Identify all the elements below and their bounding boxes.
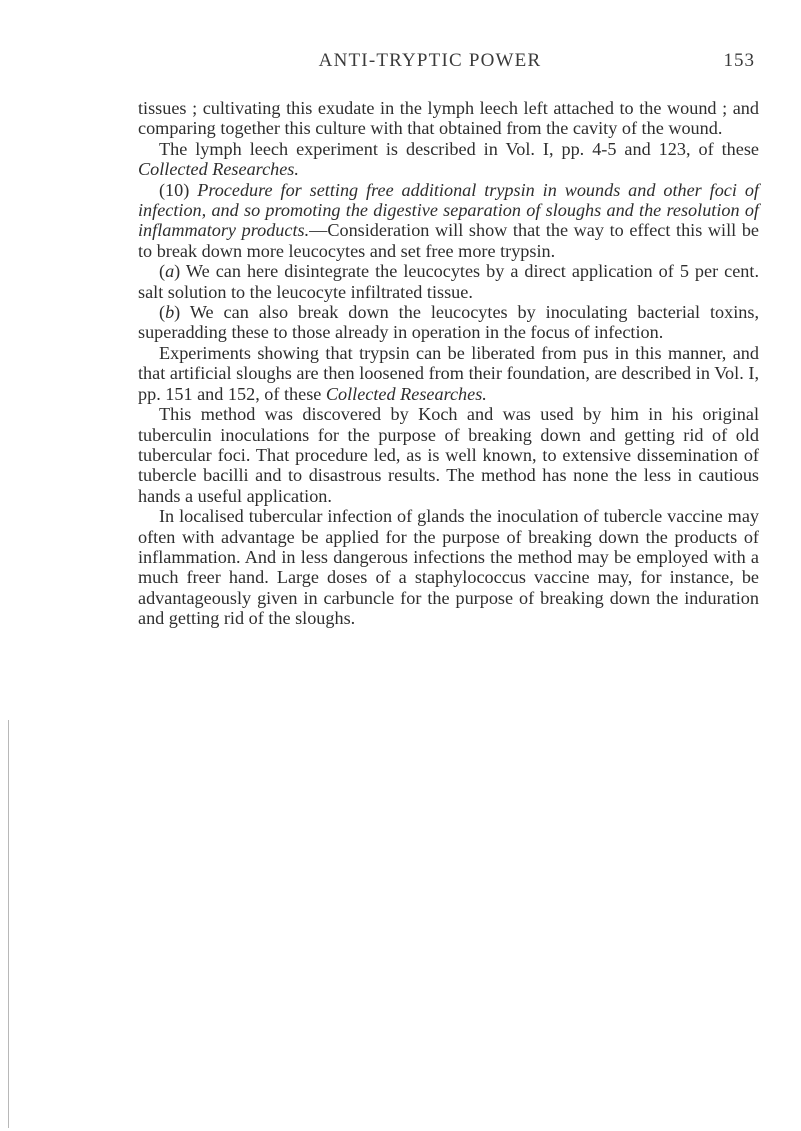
paragraph-experiments — [138, 343, 759, 404]
paragraph-text: We can also break down the leucocytes by inoculating bacterial toxins, superadding these to those already in operation in the focus of infection. — [138, 302, 759, 343]
item-label: a — [165, 261, 175, 282]
paragraph-text: This method was discovered by Koch and was used by him in his original tuberculin inoculations for the purpose of breaking down and getting rid of old tubercular foci. That procedure led, as is well known, to extensive dissemination of tubercle bacilli and to disastrous results. The method has none the less in cautious hands a useful application. — [138, 404, 759, 506]
paragraph-item-b: (b) We can also break down the leucocytes by inoculating bacterial toxins, superadding these to those already in operation in the focus of infection. — [138, 302, 759, 343]
section-heading: Procedure for setting free additional trypsin in wounds and other foci of infection, and so promoting the digestive separation of sloughs and the resolution of inflammatory products. — [138, 179, 759, 241]
running-title: ANTI-TRYPTIC POWER — [318, 50, 542, 71]
paragraph-procedure-10 — [138, 180, 759, 262]
book-title-reference: Collected Researches. — [138, 159, 299, 180]
section-number: (10) — [159, 179, 198, 200]
paragraph-koch-method — [138, 404, 759, 506]
paragraph-continuation — [138, 98, 759, 139]
scan-edge-line — [8, 720, 9, 1128]
paragraph-text: The lymph leech experiment is described in Vol. I, pp. 4-5 and 123, of these — [159, 138, 759, 159]
paragraph-item-a: (a) We can here disintegrate the leucocytes by a direct application of 5 per cent. salt solution to the leucocyte infiltrated tissue. — [138, 261, 759, 302]
running-header — [130, 50, 800, 76]
page-number: 153 — [723, 50, 755, 71]
body-text — [138, 98, 759, 629]
paragraph-localised-infection — [138, 506, 759, 628]
book-title-reference: Collected Researches. — [325, 383, 487, 404]
item-label: b — [165, 302, 175, 323]
paragraph-text: tissues ; cultivating this exudate in the lymph leech left attached to the wound ; and comparing together this culture with that obtained from the cavity of the wound. — [138, 98, 759, 139]
paragraph-text: —Consideration will show that the way to effect this will be to break down more leucocytes and set free more trypsin. — [138, 220, 759, 261]
paragraph-lymph-leech — [138, 139, 759, 180]
paragraph-text: In localised tubercular infection of glands the inoculation of tubercle vaccine may often with advantage be applied for the purpose of breaking down the products of inflammation. And in less dangerous infections the method may be employed with a much freer hand. Large doses of a staphylococcus vaccine may, for instance, be advantageously given in carbuncle for the purpose of breaking down the induration and getting rid of the sloughs. — [138, 506, 759, 629]
paragraph-text: Experiments showing that trypsin can be liberated from pus in this manner, and that artificial sloughs are then loosened from their foundation, are described in Vol. I, pp. 151 and 152, of these — [138, 342, 759, 404]
paragraph-text: We can here disintegrate the leucocytes by a direct application of 5 per cent. salt solution to the leucocyte infiltrated tissue. — [138, 261, 759, 302]
